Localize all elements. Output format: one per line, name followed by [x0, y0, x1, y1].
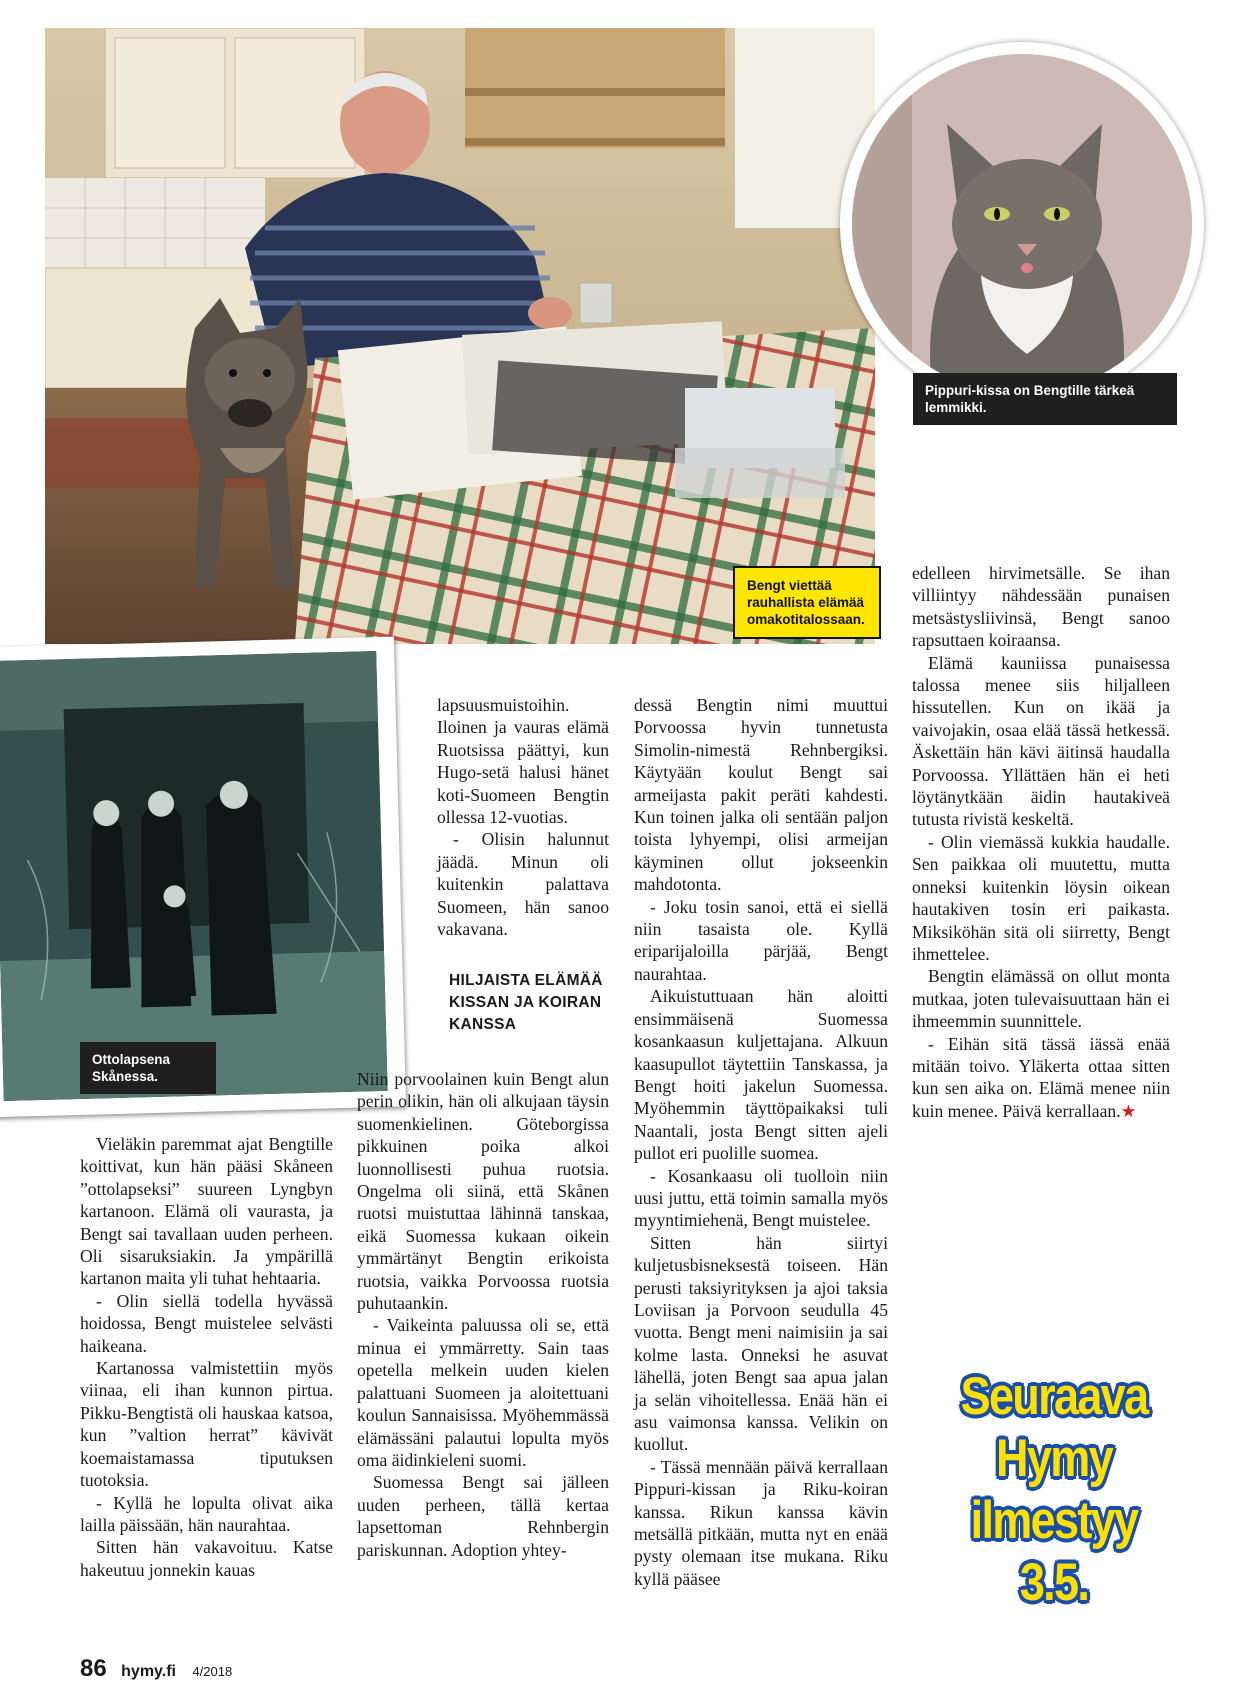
article-column-4: [912, 562, 1170, 1122]
paragraph: - Tässä mennään päivä kerrallaan Pippuri-kissan ja Riku-koiran kanssa. Rikun kanssa kävin metsällä pitkään, mutta nyt en enää pysty olemaan itse mukana. Riku kyllä pääsee: [634, 1456, 888, 1589]
paragraph: - Kosankaasu oli tuolloin niin uusi juttu, että toimin samalla myös myyntimiehenä, Bengt muistelee.: [634, 1165, 888, 1231]
subhead-text: HILJAISTA ELÄMÄÄ KISSAN JA KOIRAN KANSSA: [449, 972, 603, 1033]
cat-caption: [913, 373, 1177, 425]
paragraph: Vieläkin paremmat ajat Bengtille koittivat, kun hän pääsi Skåneen ”ottolapseksi” suureen Lyngbyn kartanoon. Elämä oli vaurasta, ja Bengt sai tavallaan uuden perheen. Oli sisaruksiakin. Ja ympärillä kartanon maita yli tuhat hehtaaria.: [80, 1134, 333, 1289]
paragraph: Sitten hän siirtyi kuljetusbisneksestä toiseen. Hän perusti taksiyrityksen ja ajoi taksia Loviisan ja Porvoon seudulla 45 vuotta. Bengt meni naimisiin ja sai kolme lasta. Onneksi he asuvat lähellä, joten Bengt saa apua jalan ja selän vihoitellessa. Enää hän ei asu vaimonsa kanssa. Velikin on kuollut.: [634, 1232, 888, 1455]
paragraph: edelleen hirvimetsälle. Se ihan villiintyy nähdessään punaisen metsästysliivinsä, Bengt sanoo rapsuttaen koiraansa.: [912, 563, 1170, 651]
paragraph: - Olin viemässä kukkia haudalle. Sen paikkaa oli muutettu, mutta onneksi kuitenkin löysin oikean hautakiven tosin eri paikasta. Miksiköhän sitä oli siirretty, Bengt ihmettelee.: [912, 831, 1170, 964]
promo-line: Seuraava: [960, 1367, 1148, 1426]
paragraph: [912, 1033, 1170, 1123]
promo-line: ilmestyy: [970, 1491, 1138, 1550]
kitchen-caption: [733, 566, 881, 639]
paragraph: Suomessa Bengt sai jälleen uuden perheen, tällä kertaa lapsettoman Rehnbergin pariskunnan. Adoption yhtey-: [357, 1472, 609, 1560]
kitchen-caption-text: Bengt viettää rauhallista elämää omakotitalossaan.: [747, 578, 865, 627]
paragraph: - Vaikeinta paluussa oli se, että minua ei ymmärretty. Sain taas opetella melkein uuden kielen palattuani Suomeen ja aloitettuani koulun Sannaisissa. Myöhemmässä elämässäni palautui lopulta myös oma äidinkieleni suomi.: [357, 1315, 609, 1470]
paragraph: - Olin siellä todella hyvässä hoidossa, Bengt muistelee selvästi haikeana.: [80, 1290, 333, 1356]
next-issue-promo: [928, 1366, 1180, 1614]
kitchen-photo: [45, 28, 875, 644]
paragraph: Kartanossa valmistettiin myös viinaa, eli ihan kunnon pirtua. Pikku-Bengtistä oli hauskaa katsoa, kun ”valtion herrat” kävivät koemaistamassa tiputuksen tuotoksia.: [80, 1358, 333, 1491]
promo-line: Hymy: [996, 1429, 1112, 1488]
paragraph: - Joku tosin sanoi, että ei siellä niin tasaista ole. Kyllä eriparijaloilla pärjää, Bengt naurahtaa.: [634, 896, 888, 984]
page-footer: [80, 1655, 232, 1683]
cat-illustration: [852, 54, 1192, 394]
paragraph: lapsuusmuistoihin. Iloinen ja vauras elämä Ruotsissa päättyi, kun Hugo-setä halusi hänet koti-Suomeen Bengtin ollessa 12-vuotias.: [437, 695, 609, 828]
cat-caption-text: Pippuri-kissa on Bengtille tärkeä lemmikki.: [925, 383, 1135, 415]
article-column-2-top: [437, 694, 609, 940]
paragraph: - Olisin halunnut jäädä. Minun oli kuitenkin palattava Suomeen, hän sanoo vakavana.: [437, 829, 609, 940]
paragraph: Niin porvoolainen kuin Bengt alun perin olikin, hän oli alkujaan täysin suomenkielinen. Göteborgissa pikkuinen poika alkoi luonnollisesti puhua ruotsia. Ongelma oli siinä, että Skånen ruotsi muistuttaa lähinnä tanskaa, eikä Suomessa kukaan oikein ymmärtänyt Bengtin erikoista ruotsia, vaikka Porvoossa ruotsia puhutaankin.: [357, 1069, 609, 1314]
cat-photo: [840, 42, 1204, 406]
promo-line: 3.5.: [1019, 1553, 1089, 1612]
paragraph: dessä Bengtin nimi muuttui Porvoossa hyvin tunnetusta Simolin-nimestä Rehnbergiksi. Käytyään koulut Bengt sai armeijasta pakit peräti kahdesti. Kun toinen jalka oli sentään paljon toista lyhyempi, olisi armeijan käyminen ollut jokseenkin mahdotonta.: [634, 695, 888, 895]
paragraph: Bengtin elämässä on ollut monta mutkaa, joten tulevaisuuttaan hän ei ihmeemmin suunnittele.: [912, 966, 1170, 1032]
paragraph: - Kyllä he lopulta olivat aika lailla päissään, hän naurahtaa.: [80, 1492, 333, 1535]
end-star-icon: ★: [1120, 1100, 1137, 1121]
paragraph: Elämä kauniissa punaisessa talossa menee siis hiljalleen hissutellen. Kun on ikää ja vaivojakin, osaa elää tässä hetkessä. Äskettäin hän kävi äitinsä haudalla Porvoossa. Yllättäen hän ei heti löytänytkään äidin hautakiveä tutusta rivistä keskeltä.: [912, 652, 1170, 830]
old-photo: [0, 651, 388, 1101]
old-photo-illustration: [0, 651, 388, 1101]
old-photo-caption-text: Ottolapsena Skånessa.: [92, 1052, 171, 1084]
article-column-2-bottom: [357, 1068, 609, 1561]
subhead: [449, 970, 604, 1036]
kitchen-photo-illustration: [45, 28, 875, 644]
closing-paragraph-text: - Eihän sitä tässä iässä enää mitään toivo. Yläkerta ottaa sitten kun sen aika on. Elämä menee niin kuin menee. Päivä kerrallaan.: [912, 1033, 1170, 1121]
paragraph: Aikuistuttuaan hän aloitti ensimmäisenä Suomessa kosankaasun kuljettajana. Alkuun kaasupullot täytettiin Tanskassa, ja Bengt hoiti jakelun Suomessa. Myöhemmin täyttöpaikaksi tuli Naantali, josta Bengt sitten ajeli pullot eri puolille suomea.: [634, 986, 888, 1164]
old-photo-caption: [80, 1042, 216, 1094]
page-number: 86: [80, 1655, 107, 1682]
article-column-1: [80, 1133, 333, 1581]
issue-number: 4/2018: [192, 1664, 233, 1679]
article-column-3: [634, 694, 888, 1590]
paragraph: Sitten hän vakavoituu. Katse hakeutuu jonnekin kauas: [80, 1537, 333, 1580]
site-name: hymy.fi: [121, 1663, 176, 1680]
